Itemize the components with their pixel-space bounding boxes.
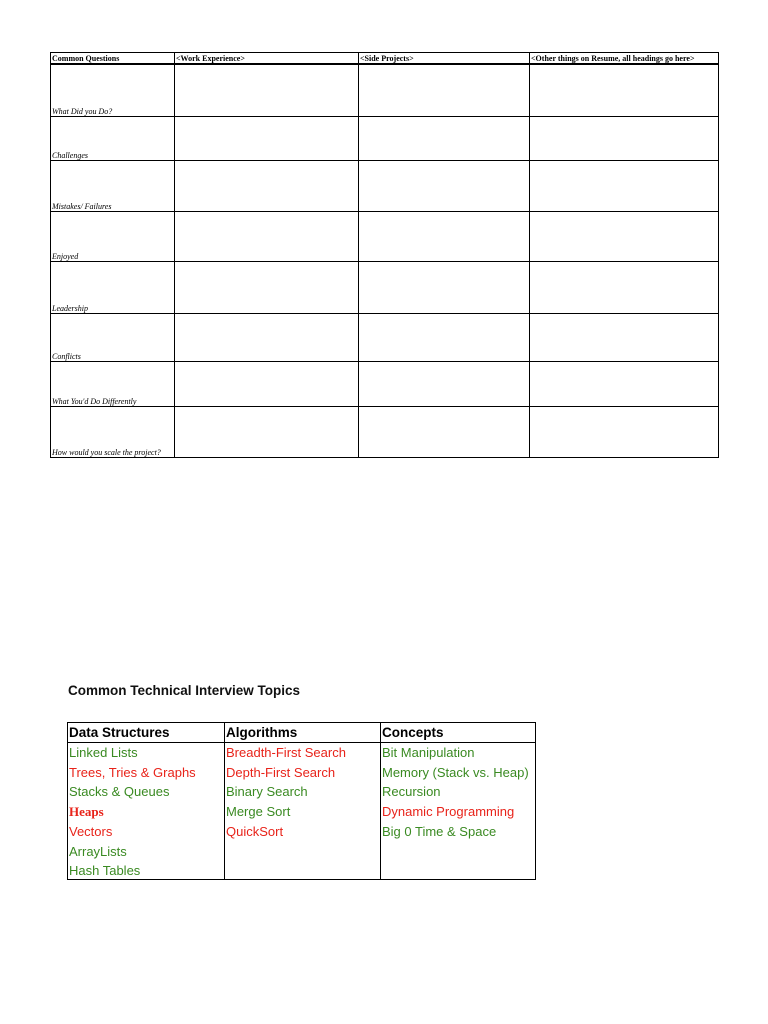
table-row (51, 64, 719, 116)
answer-cell[interactable] (530, 261, 719, 313)
topic-item: Trees, Tries & Graphs (69, 764, 196, 780)
header-label: Common Questions (52, 54, 120, 63)
topic-item: Recursion (382, 784, 441, 800)
header-label: <Work Experience> (176, 54, 245, 63)
header-other-things (530, 53, 719, 65)
column-header: Algorithms (225, 723, 380, 743)
table-row (51, 313, 719, 361)
topic-item: Memory (Stack vs. Heap) (382, 764, 529, 780)
answer-cell[interactable] (530, 406, 719, 457)
question-cell: Mistakes/ Failures (51, 160, 175, 211)
table-row (51, 160, 719, 211)
header-work-experience (175, 53, 359, 65)
topic-item: Dynamic Programming (382, 804, 515, 820)
answer-cell[interactable] (359, 116, 530, 160)
table-row (51, 406, 719, 457)
header-label: <Other things on Resume, all headings go here> (531, 54, 695, 63)
answer-cell[interactable] (359, 64, 530, 116)
answer-cell[interactable] (530, 160, 719, 211)
topic-item: Big 0 Time & Space (382, 823, 497, 839)
answer-cell[interactable] (359, 406, 530, 457)
table-row (51, 211, 719, 261)
column-header: Concepts (381, 723, 536, 743)
question-cell: What Did you Do? (51, 64, 175, 116)
question-cell: Conflicts (51, 313, 175, 361)
table-row (51, 361, 719, 406)
answer-cell[interactable] (530, 64, 719, 116)
answer-cell[interactable] (359, 361, 530, 406)
header-side-projects (359, 53, 530, 65)
answer-cell[interactable] (175, 116, 359, 160)
answer-cell[interactable] (359, 313, 530, 361)
answer-cell[interactable] (175, 64, 359, 116)
header-label: <Side Projects> (360, 54, 414, 63)
answer-cell[interactable] (175, 211, 359, 261)
table-row (51, 116, 719, 160)
topic-item: Binary Search (226, 784, 308, 800)
topic-item: Bit Manipulation (382, 745, 475, 760)
topic-item: Vectors (69, 823, 113, 839)
topic-item: Merge Sort (226, 804, 291, 820)
answer-cell[interactable] (175, 406, 359, 457)
topic-item: Hash Tables (69, 863, 141, 879)
answer-cell[interactable] (530, 361, 719, 406)
answer-cell[interactable] (530, 116, 719, 160)
header-row (51, 53, 719, 65)
algorithms-column (225, 723, 381, 879)
concepts-column (381, 723, 536, 879)
question-cell: How would you scale the project? (51, 406, 175, 457)
resume-question-grid (50, 52, 718, 458)
question-cell: Leadership (51, 261, 175, 313)
answer-cell[interactable] (359, 160, 530, 211)
header-common-questions (51, 53, 175, 65)
topic-item: Breadth-First Search (226, 745, 346, 760)
table-row (51, 261, 719, 313)
question-cell: Enjoyed (51, 211, 175, 261)
answer-cell[interactable] (175, 160, 359, 211)
data-structures-column (68, 723, 225, 879)
answer-cell[interactable] (530, 211, 719, 261)
column-header: Data Structures (68, 723, 224, 743)
topic-item: Depth-First Search (226, 764, 336, 780)
question-cell: Challenges (51, 116, 175, 160)
answer-cell[interactable] (530, 313, 719, 361)
answer-cell[interactable] (359, 261, 530, 313)
technical-topics-table (67, 722, 536, 880)
topic-item: Linked Lists (69, 745, 138, 760)
technical-topics-title: Common Technical Interview Topics (68, 683, 301, 698)
topic-item: QuickSort (226, 823, 284, 839)
answer-cell[interactable] (175, 313, 359, 361)
topic-item: ArrayLists (69, 843, 127, 859)
topic-item: Heaps (69, 804, 104, 820)
resume-table (50, 52, 719, 458)
answer-cell[interactable] (359, 211, 530, 261)
answer-cell[interactable] (175, 361, 359, 406)
question-cell: What You'd Do Differently (51, 361, 175, 406)
topic-item: Stacks & Queues (69, 784, 170, 800)
answer-cell[interactable] (175, 261, 359, 313)
